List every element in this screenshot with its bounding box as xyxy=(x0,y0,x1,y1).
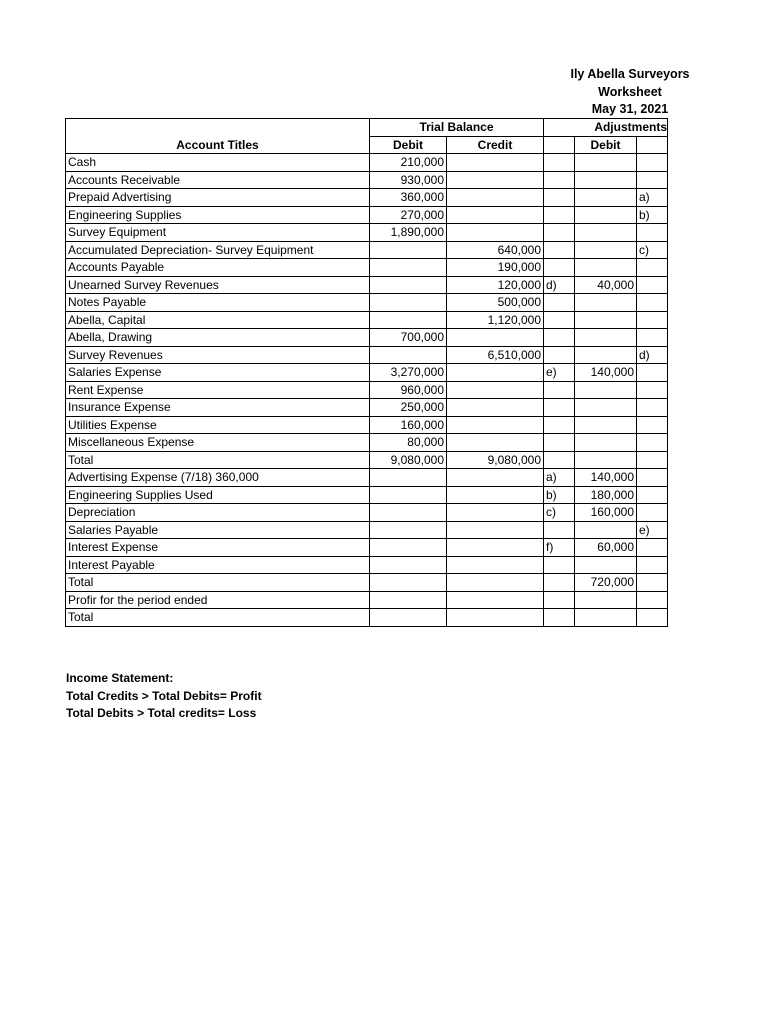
table-row xyxy=(66,276,668,294)
tb-credit-cell xyxy=(447,556,544,574)
account-title-cell: Total xyxy=(66,574,370,592)
tb-debit-cell xyxy=(370,486,447,504)
adj-ref-cell xyxy=(544,224,575,242)
adj-credit-cell xyxy=(637,556,668,574)
adj-credit-cell xyxy=(637,609,668,627)
adj-credit-cell xyxy=(637,539,668,557)
adj-debit-cell: 40,000 xyxy=(575,276,637,294)
adj-ref-cell xyxy=(544,574,575,592)
adj-ref-cell xyxy=(544,434,575,452)
adj-ref-cell xyxy=(544,241,575,259)
adj-debit-cell xyxy=(575,311,637,329)
adj-credit-cell xyxy=(637,294,668,312)
account-title-cell: Utilities Expense xyxy=(66,416,370,434)
account-title-cell: Accounts Receivable xyxy=(66,171,370,189)
tb-credit-cell: 640,000 xyxy=(447,241,544,259)
tb-credit-cell xyxy=(447,416,544,434)
table-row xyxy=(66,171,668,189)
tb-debit-cell: 930,000 xyxy=(370,171,447,189)
account-title-cell: Rent Expense xyxy=(66,381,370,399)
adj-credit-cell xyxy=(637,469,668,487)
adj-debit-cell xyxy=(575,434,637,452)
tb-credit-cell xyxy=(447,329,544,347)
table-row xyxy=(66,294,668,312)
tb-credit-header: Credit xyxy=(447,136,544,154)
account-title-cell: Salaries Expense xyxy=(66,364,370,382)
notes-profit-rule: Total Credits > Total Debits= Profit xyxy=(66,688,262,703)
table-row xyxy=(66,154,668,172)
adj-ref-cell xyxy=(544,311,575,329)
tb-debit-cell xyxy=(370,556,447,574)
tb-debit-cell xyxy=(370,311,447,329)
adj-debit-cell xyxy=(575,591,637,609)
adj-ref-cell xyxy=(544,329,575,347)
table-row xyxy=(66,434,668,452)
tb-credit-cell xyxy=(447,486,544,504)
table-row xyxy=(66,486,668,504)
adj-ref-cell xyxy=(544,171,575,189)
table-row xyxy=(66,206,668,224)
adj-ref-cell xyxy=(544,521,575,539)
adj-debit-cell: 60,000 xyxy=(575,539,637,557)
tb-debit-cell xyxy=(370,346,447,364)
table-row xyxy=(66,381,668,399)
tb-credit-cell xyxy=(447,504,544,522)
adj-debit-cell xyxy=(575,416,637,434)
account-title-cell: Survey Equipment xyxy=(66,224,370,242)
tb-credit-cell: 1,120,000 xyxy=(447,311,544,329)
tb-credit-cell: 190,000 xyxy=(447,259,544,277)
adj-debit-cell xyxy=(575,224,637,242)
table-row xyxy=(66,469,668,487)
tb-debit-cell: 250,000 xyxy=(370,399,447,417)
tb-debit-cell xyxy=(370,574,447,592)
adj-credit-cell xyxy=(637,364,668,382)
table-row xyxy=(66,329,668,347)
account-title-cell: Total xyxy=(66,609,370,627)
account-title-cell: Advertising Expense (7/18) 360,000 xyxy=(66,469,370,487)
adj-credit-cell xyxy=(637,399,668,417)
table-row xyxy=(66,591,668,609)
table-row xyxy=(66,504,668,522)
adj-debit-cell xyxy=(575,206,637,224)
adj-debit-cell xyxy=(575,346,637,364)
adj-ref-cell xyxy=(544,416,575,434)
tb-credit-cell xyxy=(447,399,544,417)
account-title-cell: Engineering Supplies Used xyxy=(66,486,370,504)
tb-credit-cell xyxy=(447,574,544,592)
account-title-cell: Abella, Capital xyxy=(66,311,370,329)
adj-credit-cell: e) xyxy=(637,521,668,539)
adj-debit-cell: 720,000 xyxy=(575,574,637,592)
adj-debit-cell xyxy=(575,241,637,259)
adj-credit-cell xyxy=(637,504,668,522)
adjustments-header: Adjustments xyxy=(544,119,668,137)
adj-debit-cell xyxy=(575,189,637,207)
table-row xyxy=(66,259,668,277)
adj-ref-cell xyxy=(544,451,575,469)
tb-credit-cell xyxy=(447,434,544,452)
tb-credit-cell xyxy=(447,381,544,399)
adj-debit-cell: 180,000 xyxy=(575,486,637,504)
account-title-cell: Prepaid Advertising xyxy=(66,189,370,207)
adj-letter-header xyxy=(544,136,575,154)
adj-ref-cell xyxy=(544,154,575,172)
tb-credit-cell xyxy=(447,521,544,539)
tb-credit-cell xyxy=(447,609,544,627)
tb-debit-cell: 3,270,000 xyxy=(370,364,447,382)
tb-credit-cell: 6,510,000 xyxy=(447,346,544,364)
table-row xyxy=(66,241,668,259)
adj-credit-cell xyxy=(637,154,668,172)
tb-debit-cell: 960,000 xyxy=(370,381,447,399)
table-row xyxy=(66,556,668,574)
table-row xyxy=(66,399,668,417)
adj-debit-cell xyxy=(575,259,637,277)
tb-debit-cell: 9,080,000 xyxy=(370,451,447,469)
tb-debit-cell xyxy=(370,276,447,294)
tb-debit-cell: 700,000 xyxy=(370,329,447,347)
tb-debit-cell xyxy=(370,609,447,627)
adj-credit-cell xyxy=(637,276,668,294)
adj-ref-cell xyxy=(544,399,575,417)
worksheet-date: May 31, 2021 xyxy=(591,102,669,116)
account-title-cell: Depreciation xyxy=(66,504,370,522)
adj-ref-cell xyxy=(544,259,575,277)
adj-debit-header: Debit xyxy=(575,136,637,154)
adj-debit-cell xyxy=(575,381,637,399)
adj-ref-cell xyxy=(544,381,575,399)
adj-credit-cell: c) xyxy=(637,241,668,259)
adj-credit-cell: b) xyxy=(637,206,668,224)
tb-credit-cell xyxy=(447,539,544,557)
tb-credit-cell: 500,000 xyxy=(447,294,544,312)
account-title-cell: Unearned Survey Revenues xyxy=(66,276,370,294)
notes-loss-rule: Total Debits > Total credits= Loss xyxy=(66,706,257,720)
adj-credit-cell xyxy=(637,451,668,469)
adj-credit-cell xyxy=(637,486,668,504)
adj-debit-cell: 140,000 xyxy=(575,364,637,382)
account-title-cell: Total xyxy=(66,451,370,469)
table-row xyxy=(66,189,668,207)
adj-debit-cell xyxy=(575,171,637,189)
blank-header-cell xyxy=(66,119,370,137)
adj-credit-cell xyxy=(637,224,668,242)
tb-credit-cell xyxy=(447,364,544,382)
account-title-cell: Accounts Payable xyxy=(66,259,370,277)
account-title-cell: Engineering Supplies xyxy=(66,206,370,224)
table-row xyxy=(66,364,668,382)
tb-debit-cell: 80,000 xyxy=(370,434,447,452)
account-title-cell: Notes Payable xyxy=(66,294,370,312)
tb-debit-cell xyxy=(370,521,447,539)
account-title-cell: Insurance Expense xyxy=(66,399,370,417)
tb-credit-cell xyxy=(447,171,544,189)
company-name: Ily Abella Surveyors xyxy=(570,67,690,81)
adj-credit-cell xyxy=(637,329,668,347)
tb-debit-cell: 270,000 xyxy=(370,206,447,224)
account-title-cell: Interest Expense xyxy=(66,539,370,557)
tb-credit-cell xyxy=(447,224,544,242)
tb-credit-cell: 120,000 xyxy=(447,276,544,294)
tb-credit-cell xyxy=(447,469,544,487)
table-row xyxy=(66,416,668,434)
adj-credit-cell: a) xyxy=(637,189,668,207)
adj-debit-cell: 140,000 xyxy=(575,469,637,487)
tb-credit-cell: 9,080,000 xyxy=(447,451,544,469)
tb-debit-cell xyxy=(370,259,447,277)
adj-ref-cell xyxy=(544,206,575,224)
adj-credit-cell xyxy=(637,574,668,592)
adj-ref-cell xyxy=(544,346,575,364)
table-row xyxy=(66,346,668,364)
account-title-cell: Accumulated Depreciation- Survey Equipment xyxy=(66,241,370,259)
adj-ref-cell: d) xyxy=(544,276,575,294)
tb-debit-cell xyxy=(370,591,447,609)
tb-debit-cell: 1,890,000 xyxy=(370,224,447,242)
table-row xyxy=(66,539,668,557)
tb-debit-cell xyxy=(370,504,447,522)
tb-credit-cell xyxy=(447,591,544,609)
adj-credit-header xyxy=(637,136,668,154)
table-row xyxy=(66,451,668,469)
trial-balance-header: Trial Balance xyxy=(370,119,544,137)
table-row xyxy=(66,574,668,592)
adj-ref-cell xyxy=(544,591,575,609)
adj-ref-cell xyxy=(544,609,575,627)
adj-credit-cell xyxy=(637,434,668,452)
adj-debit-cell xyxy=(575,399,637,417)
tb-credit-cell xyxy=(447,206,544,224)
table-row xyxy=(66,521,668,539)
adj-credit-cell xyxy=(637,381,668,399)
table-row xyxy=(66,311,668,329)
account-title-cell: Cash xyxy=(66,154,370,172)
account-title-cell: Salaries Payable xyxy=(66,521,370,539)
adj-ref-cell: b) xyxy=(544,486,575,504)
adj-debit-cell: 160,000 xyxy=(575,504,637,522)
adj-ref-cell: e) xyxy=(544,364,575,382)
adj-ref-cell xyxy=(544,556,575,574)
income-statement-notes xyxy=(66,670,262,723)
adj-ref-cell: a) xyxy=(544,469,575,487)
adj-debit-cell xyxy=(575,451,637,469)
account-titles-header: Account Titles xyxy=(66,136,370,154)
account-title-cell: Abella, Drawing xyxy=(66,329,370,347)
header-row-groups xyxy=(66,119,668,137)
tb-debit-cell xyxy=(370,241,447,259)
table-row xyxy=(66,609,668,627)
worksheet-title: Worksheet xyxy=(598,85,662,99)
adj-ref-cell: f) xyxy=(544,539,575,557)
tb-debit-cell: 210,000 xyxy=(370,154,447,172)
tb-credit-cell xyxy=(447,189,544,207)
adj-debit-cell xyxy=(575,294,637,312)
adj-credit-cell xyxy=(637,311,668,329)
adj-debit-cell xyxy=(575,556,637,574)
table-row xyxy=(66,224,668,242)
adj-credit-cell: d) xyxy=(637,346,668,364)
header-row-columns xyxy=(66,136,668,154)
adj-credit-cell xyxy=(637,591,668,609)
adj-debit-cell xyxy=(575,521,637,539)
account-title-cell: Survey Revenues xyxy=(66,346,370,364)
adj-debit-cell xyxy=(575,329,637,347)
account-title-cell: Profir for the period ended xyxy=(66,591,370,609)
account-title-cell: Miscellaneous Expense xyxy=(66,434,370,452)
adj-ref-cell: c) xyxy=(544,504,575,522)
tb-debit-cell xyxy=(370,294,447,312)
tb-debit-header: Debit xyxy=(370,136,447,154)
tb-credit-cell xyxy=(447,154,544,172)
adj-ref-cell xyxy=(544,294,575,312)
adj-credit-cell xyxy=(637,259,668,277)
adj-debit-cell xyxy=(575,154,637,172)
worksheet-table xyxy=(65,118,668,627)
adj-debit-cell xyxy=(575,609,637,627)
tb-debit-cell: 160,000 xyxy=(370,416,447,434)
adj-ref-cell xyxy=(544,189,575,207)
tb-debit-cell xyxy=(370,539,447,557)
notes-heading: Income Statement: xyxy=(66,671,174,685)
tb-debit-cell xyxy=(370,469,447,487)
account-title-cell: Interest Payable xyxy=(66,556,370,574)
adj-credit-cell xyxy=(637,171,668,189)
tb-debit-cell: 360,000 xyxy=(370,189,447,207)
adj-credit-cell xyxy=(637,416,668,434)
